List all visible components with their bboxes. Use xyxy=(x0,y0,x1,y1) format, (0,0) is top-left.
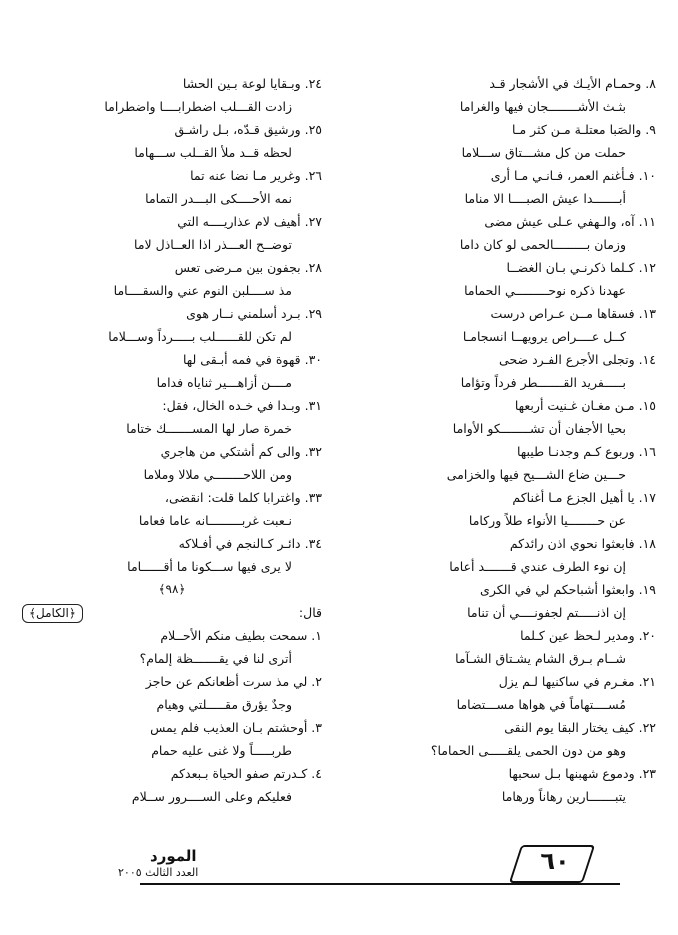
verse-line-second-hemistich: إن اذنـــــتم لجفونــــي أن تناما xyxy=(467,605,626,620)
footer-rule xyxy=(140,883,620,885)
verse-line-second-hemistich: نـعبت غربـــــــــانه عاما فعاما xyxy=(138,513,292,528)
said-label: قال: xyxy=(298,605,322,620)
verse-line-second-hemistich: مُســــتهاماً في هواها مســـتضاما xyxy=(456,697,626,712)
verse-line-first-hemistich: ٢٦. وغرير مـا نضا عنه تما xyxy=(190,168,322,183)
verse-line-first-hemistich: ٣١. وبـدا في خـده الخال، فقل: xyxy=(162,398,322,413)
verse-line-second-hemistich: عن حــــــــيا الأنواء طلاً وركاما xyxy=(468,513,626,528)
verse-line-first-hemistich: ٢٥. ورشيق قـدّه، بـل راشـق xyxy=(174,122,322,137)
verse-line-first-hemistich: ١٢. كـلما ذكرنـي بـان الغضــا xyxy=(506,260,656,275)
verse-line-second-hemistich: لحظه قــد ملأ القــلب ســـهاما xyxy=(134,145,292,160)
left-column xyxy=(22,72,322,808)
section-header xyxy=(22,601,322,624)
verse-line-first-hemistich: ٢٩. بـرد أسلمني نــار هوى xyxy=(186,306,322,321)
verse-line-first-hemistich: ٩. والصَبا معتلـة مـن كثر مـا xyxy=(512,122,656,137)
verse-line-second-hemistich: زادت القـــلب اضطرابــــا واضطراما xyxy=(104,99,292,114)
poem2-verse-line-second-hemistich: وجدٌ يؤرق مقـــــلتي وهيام xyxy=(156,697,292,712)
verse-line-first-hemistich: ١١. آه، والـهفي عـلى عيش مضى xyxy=(484,214,656,229)
verse-line-second-hemistich: شــام بـرق الشام يشـتاق الشـآما xyxy=(455,651,626,666)
journal-issue: العدد الثالث ٢٠٠٥ xyxy=(118,866,199,879)
verse-line-first-hemistich: ٢٨. بجفون بين مـرضى تعس xyxy=(174,260,322,275)
verse-line-second-hemistich: لا يرى فيها ســـكونا ما أقــــــاما xyxy=(127,559,292,574)
verse-line-first-hemistich: ١٩. وابعثوا أشباحكم لي في الكرى xyxy=(480,582,656,597)
verse-line-second-hemistich: حملت من كل مشـــتاق ســـلاما xyxy=(461,145,626,160)
verse-line-first-hemistich: ٢٧. أهيف لام عذاريــــه التي xyxy=(177,214,322,229)
verse-line-first-hemistich: ١٠. فـأغنم العمر، فـانـي مـا أرى xyxy=(490,168,656,183)
verse-line-first-hemistich: ٢٤. وبـقايا لوعة بـين الحشا xyxy=(182,76,322,91)
verse-line-first-hemistich: ٣٣. واغترابا كلما قلت: انقضى، xyxy=(164,490,322,505)
verse-line-second-hemistich: مــــن أزاهـــير ثناياه فداما xyxy=(156,375,292,390)
verse-line-first-hemistich: ١٨. فابعثوا نحوي اذن رائدكم xyxy=(509,536,656,551)
verse-line-second-hemistich: بثـث الأشــــــــجان فيها والغراما xyxy=(459,99,626,114)
poem2-verse-line-first-hemistich: ٢. لي مذ سرت أظعانكم عن حاجز xyxy=(145,674,322,689)
page-footer xyxy=(0,835,678,895)
verse-line-first-hemistich: ١٧. يا أهيل الجزع مـا أغناكم xyxy=(512,490,656,505)
verse-line-second-hemistich: خمرة صار لها المســـــــك ختاما xyxy=(126,421,292,436)
verse-line-second-hemistich: نمه الأحــــكى البـــدر التماما xyxy=(145,191,292,206)
right-column xyxy=(356,72,656,808)
verse-line-second-hemistich: ومن اللاحــــــــي ملالا وملاما xyxy=(143,467,292,482)
verse-line-first-hemistich: ٢١. مغـرم في ساكنيها لـم يزل xyxy=(498,674,656,689)
verse-line-first-hemistich: ٣٢. والى كم أشتكي من هاجري xyxy=(160,444,322,459)
verse-line-first-hemistich: ٣٤. دائـر كـالنجم في أفـلاكه xyxy=(178,536,322,551)
verse-line-first-hemistich: ٨. وحمـام الأيـك في الأشجار قـد xyxy=(489,76,656,91)
verse-line-first-hemistich: ١٤. وتجلى الأجرع الفـرد ضحى xyxy=(499,352,656,367)
verse-line-first-hemistich: ٢٢. كيف يختار البقا يوم النقى xyxy=(504,720,656,735)
verse-line-second-hemistich: وزمان بـــــــــالحمى لو كان داما xyxy=(459,237,626,252)
poem2-verse-line-first-hemistich: ٣. أوحشتم بـان العذيب فلم يمس xyxy=(150,720,322,735)
verse-line-second-hemistich: كــل عــــراص يرويهــا انسجامـا xyxy=(462,329,626,344)
verse-line-first-hemistich: ١٥. مـن مغـان غـنيت أربعها xyxy=(514,398,656,413)
verse-line-second-hemistich: حـــين ضاع الشـــيح فيها والخزامى xyxy=(446,467,626,482)
poem2-verse-line-second-hemistich: أترى لنا في يقـــــــظة إلمام؟ xyxy=(139,651,292,666)
verse-line-first-hemistich: ١٦. وربوع كـم وجدنـا طيبها xyxy=(516,444,656,459)
verse-line-second-hemistich: بـــــفريد القـــــــطر فرداً وتؤاما xyxy=(460,375,626,390)
verse-line-second-hemistich: إن نوء الطرف عندي قـــــــد أعاما xyxy=(449,559,626,574)
verse-line-second-hemistich: وهو من دون الحمى يلقـــــى الحماما؟ xyxy=(430,743,626,758)
poem2-verse-line-first-hemistich: ١. سمحت بطيف منكم الأحــلام xyxy=(160,628,322,643)
poem2-verse-line-second-hemistich: فعليكم وعلى الســــرور ســلام xyxy=(131,789,292,804)
poem2-verse-line-second-hemistich: طربـــــاً ولا غنى عليه حمام xyxy=(151,743,292,758)
verse-line-second-hemistich: توضــح العـــذر اذا العــاذل لاما xyxy=(134,237,292,252)
verse-line-first-hemistich: ٢٠. ومدير لـحظ عين كـلما xyxy=(520,628,656,643)
poem-number-ornament: ﴿٩٨﴾ xyxy=(158,582,186,596)
verse-line-second-hemistich: عهدنا ذكره نوحـــــــــي الحماما xyxy=(464,283,626,298)
journal-name: المورد xyxy=(150,847,197,865)
verse-line-first-hemistich: ٢٣. ودموع شهبنها بـل سحبها xyxy=(508,766,656,781)
meter-label: ﴿الكامل﴾ xyxy=(22,604,83,623)
verse-line-second-hemistich: بحيا الأجفان أن تشــــــــكو الأواما xyxy=(452,421,626,436)
verse-line-second-hemistich: أبـــــــدا عيش الصبــــا الا مناما xyxy=(464,191,626,206)
verse-line-first-hemistich: ٣٠. قهوة في فمه أبـقى لها xyxy=(182,352,322,367)
poem2-verse-line-first-hemistich: ٤. كـدرتم صفو الحياة بـبعدكم xyxy=(170,766,322,781)
verse-line-first-hemistich: ١٣. فسقاها مــن عـراص درست xyxy=(490,306,656,321)
verse-line-second-hemistich: مذ ســــلبن النوم عني والسقــــاما xyxy=(113,283,292,298)
page-number: ٦٠ xyxy=(540,847,570,875)
verse-line-second-hemistich: لم تكن للقــــــلب بـــــرداً وســـلاما xyxy=(108,329,292,344)
verse-line-second-hemistich: يتبـــــــارين رهاناً ورهاما xyxy=(501,789,626,804)
